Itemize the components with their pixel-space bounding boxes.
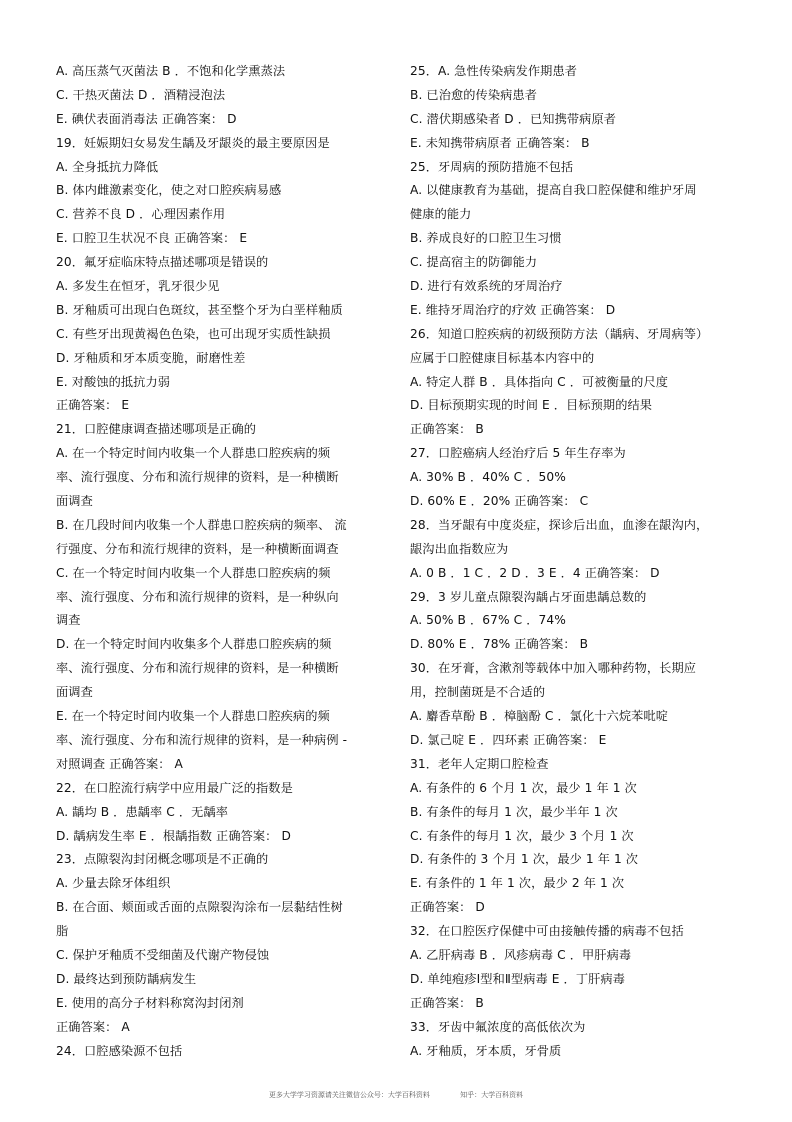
text-line: A. 特定人群 B ．具体指向 C ．可被衡量的尺度 — [410, 374, 669, 389]
text-line: D. 进行有效系统的牙周治疗 — [410, 279, 563, 294]
text-line: 21．口腔健康调查描述哪项是正确的 — [56, 422, 257, 437]
text-line: 26．知道口腔疾病的初级预防方法（龋病、牙周病等） — [410, 326, 709, 341]
text-line: E. 口腔卫生状况不良 正确答案： E — [56, 231, 248, 246]
text-line: D. 氯己啶 E ．四环素 正确答案： E — [410, 732, 607, 747]
text-line: B. 在合面、颊面或舌面的点隙裂沟涂布一层黏结性树 — [56, 900, 343, 915]
text-line: 龈沟出血指数应为 — [410, 541, 509, 556]
text-line: 正确答案： E — [56, 398, 130, 413]
text-line: B. 体内雌激素变化，使之对口腔疾病易感 — [56, 183, 282, 198]
text-line: 应属于口腔健康目标基本内容中的 — [410, 350, 595, 365]
text-line: D. 在一个特定时间内收集多个人群患口腔疾病的频 — [56, 637, 332, 652]
text-line: A. 50% B ．67% C ．74% — [410, 613, 566, 628]
text-line: D. 龋病发生率 E ．根龋指数 正确答案： D — [56, 828, 291, 843]
text-line: C. 在一个特定时间内收集一个人群患口腔疾病的频 — [56, 565, 331, 580]
text-line: C. 有条件的每月 1 次，最少 3 个月 1 次 — [410, 828, 634, 843]
text-line: A. 30% B ．40% C ．50% — [410, 470, 566, 485]
text-line: 20．氟牙症临床特点描述哪项是错误的 — [56, 255, 269, 270]
text-line: C. 有些牙出现黄褐色色染，也可出现牙实质性缺损 — [56, 326, 331, 341]
text-line: D. 60% E ．20% 正确答案： C — [410, 494, 589, 509]
text-line: C. 干热灭菌法 D ．酒精浸泡法 — [56, 87, 226, 102]
text-line: C. 提高宿主的防御能力 — [410, 255, 538, 270]
text-line: 正确答案： B — [410, 422, 484, 437]
footer-wechat-note: 更多大学学习资源请关注微信公众号：大学百科资料 — [268, 1091, 430, 1099]
text-line: D. 牙釉质和牙本质变脆，耐磨性差 — [56, 350, 246, 365]
text-line: C. 营养不良 D ．心理因素作用 — [56, 207, 226, 222]
text-line: A. 牙釉质，牙本质，牙骨质 — [410, 1043, 562, 1058]
text-line: A. 0 B ．1 C ．2 D ．3 E ．4 正确答案： D — [410, 565, 660, 580]
text-line: 行强度、分布和流行规律的资料，是一种横断面调查 — [56, 541, 339, 556]
text-line: A. 在一个特定时间内收集一个人群患口腔疾病的频 — [56, 446, 331, 461]
text-line: 31．老年人定期口腔检查 — [410, 756, 549, 771]
text-line: 23．点隙裂沟封闭概念哪项是不正确的 — [56, 852, 269, 867]
text-line: A. 麝香草酚 B ．樟脑酚 C ．氯化十六烷苯吡啶 — [410, 709, 669, 724]
text-line: E. 使用的高分子材料称窝沟封闭剂 — [56, 995, 244, 1010]
text-line: D. 单纯疱疹Ⅰ型和Ⅱ型病毒 E ．丁肝病毒 — [410, 971, 625, 986]
text-line: 面调查 — [56, 685, 93, 700]
text-line: E. 维持牙周治疗的疗效 正确答案： D — [410, 302, 616, 317]
text-line: B. 在几段时间内收集一个人群患口腔疾病的频率、 流 — [56, 517, 347, 532]
text-line: 24．口腔感染源不包括 — [56, 1043, 183, 1058]
text-line: B. 已治愈的传染病患者 — [410, 87, 537, 102]
text-line: A. 多发生在恒牙，乳牙很少见 — [56, 279, 220, 294]
text-line: A. 少量去除牙体组织 — [56, 876, 171, 891]
text-line: D. 有条件的 3 个月 1 次，最少 1 年 1 次 — [410, 852, 639, 867]
text-line: 正确答案： B — [410, 995, 484, 1010]
text-line: B. 有条件的每月 1 次，最少半年 1 次 — [410, 804, 618, 819]
text-line: A. 全身抵抗力降低 — [56, 159, 159, 174]
text-line: 用，控制菌斑是不合适的 — [410, 685, 546, 700]
text-line: B. 养成良好的口腔卫生习惯 — [410, 231, 562, 246]
right-column — [410, 60, 740, 1063]
text-line: 25．牙周病的预防措施不包括 — [410, 159, 574, 174]
text-line: A. 高压蒸气灭菌法 B ．不饱和化学熏蒸法 — [56, 64, 286, 78]
text-line: 面调查 — [56, 494, 93, 509]
text-line: 健康的能力 — [410, 207, 472, 222]
text-line: E. 在一个特定时间内收集一个人群患口腔疾病的频 — [56, 709, 330, 724]
text-line: 率、流行强度、分布和流行规律的资料，是一种病例 - — [56, 732, 348, 747]
text-line: 对照调查 正确答案： A — [56, 756, 183, 771]
text-line: D. 目标预期实现的时间 E ．目标预期的结果 — [410, 398, 653, 413]
text-line: 率、流行强度、分布和流行规律的资料，是一种横断 — [56, 470, 339, 485]
text-line: A. 龋均 B ．患龋率 C ．无龋率 — [56, 804, 229, 819]
text-line: D. 80% E ．78% 正确答案： B — [410, 637, 589, 652]
text-line: E. 对酸蚀的抵抗力弱 — [56, 374, 171, 389]
text-line: E. 有条件的 1 年 1 次，最少 2 年 1 次 — [410, 876, 625, 891]
text-line: C. 保护牙釉质不受细菌及代谢产物侵蚀 — [56, 947, 270, 962]
text-line: 正确答案： A — [56, 1019, 130, 1034]
text-line: E. 碘伏表面消毒法 正确答案： D — [56, 111, 237, 126]
text-line: C. 潜伏期感染者 D ．已知携带病原者 — [410, 111, 617, 126]
text-line: A. 以健康教育为基础，提高自我口腔保健和维护牙周 — [410, 183, 697, 198]
text-line: 脂 — [56, 924, 69, 939]
text-line: A. 有条件的 6 个月 1 次，最少 1 年 1 次 — [410, 780, 637, 795]
text-line: 33．牙齿中氟浓度的高低依次为 — [410, 1019, 586, 1034]
text-line: B. 牙釉质可出现白色斑纹，甚至整个牙为白垩样釉质 — [56, 302, 343, 317]
text-line: D. 最终达到预防龋病发生 — [56, 971, 197, 986]
text-line: 19．妊娠期妇女易发生龋及牙龈炎的最主要原因是 — [56, 135, 330, 150]
text-line: 32．在口腔医疗保健中可由接触传播的病毒不包括 — [410, 924, 684, 939]
text-line: 率、流行强度、分布和流行规律的资料，是一种纵向 — [56, 589, 339, 604]
text-line: 正确答案： D — [410, 900, 485, 915]
left-column — [56, 60, 382, 1063]
page-footer — [0, 1090, 792, 1100]
text-line: 28．当牙龈有中度炎症，探诊后出血，血渗在龈沟内， — [410, 517, 709, 532]
text-line: 调查 — [56, 613, 81, 628]
text-line: 27．口腔癌病人经治疗后 5 年生存率为 — [410, 446, 626, 461]
text-line: 25．A. 急性传染病发作期患者 — [410, 64, 578, 78]
text-line: E. 未知携带病原者 正确答案： B — [410, 135, 590, 150]
text-line: 率、流行强度、分布和流行规律的资料，是一种横断 — [56, 661, 339, 676]
footer-zhihu-note: 知乎：大学百科资料 — [460, 1091, 524, 1099]
text-line: 29．3 岁儿童点隙裂沟龋占牙面患龋总数的 — [410, 589, 647, 604]
text-line: 30．在牙膏，含漱剂等载体中加入哪种药物，长期应 — [410, 661, 697, 676]
text-line: 22．在口腔流行病学中应用最广泛的指数是 — [56, 780, 293, 795]
text-line: A. 乙肝病毒 B ．风疹病毒 C ．甲肝病毒 — [410, 947, 632, 962]
